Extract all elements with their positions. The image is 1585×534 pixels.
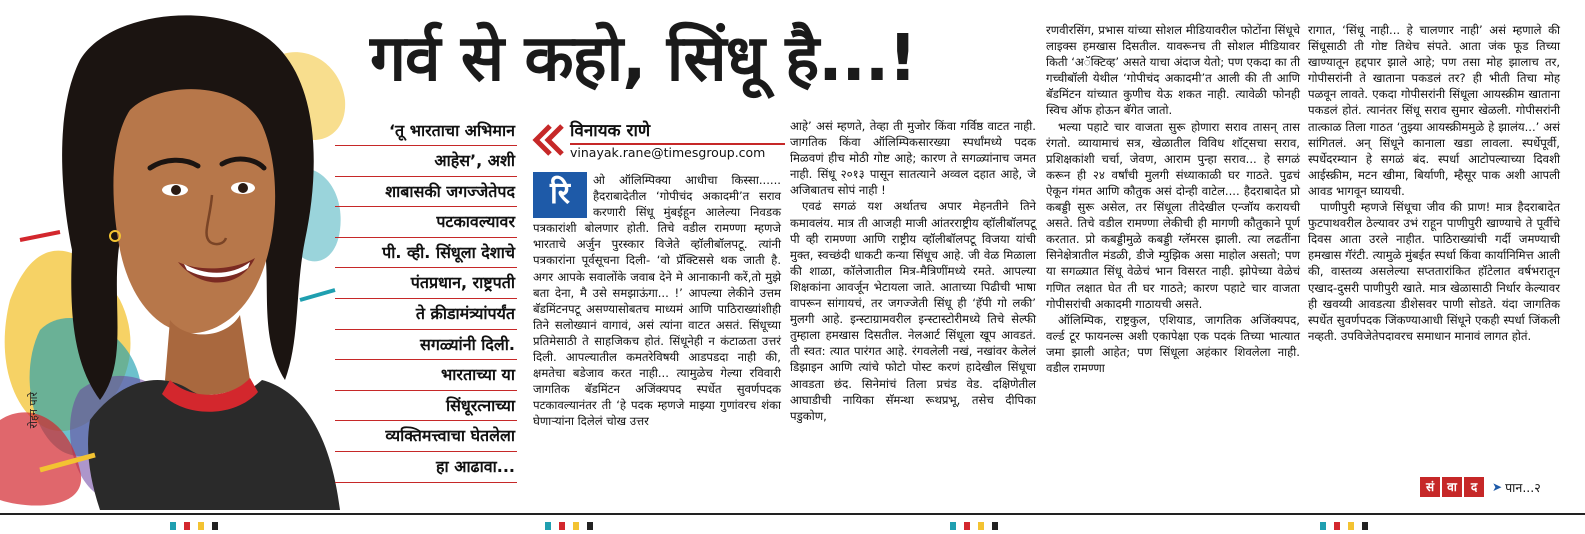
portrait-illustration <box>0 0 348 510</box>
portrait-artwork <box>0 0 348 510</box>
pull-quote-line: पी. व्ही. सिंधूला देशाचे <box>335 238 517 269</box>
byline <box>530 118 780 162</box>
headline: गर्व से कहो, सिंधू है...! <box>370 22 917 96</box>
pull-quote-line: ‘तू भारताचा अभिमान <box>335 116 517 146</box>
article-column-2 <box>790 118 1036 424</box>
samvad-letter: सं <box>1420 477 1440 497</box>
drop-cap: रि <box>533 172 587 218</box>
samvad-letter: वा <box>1442 477 1462 497</box>
article-paragraph: ऑलिम्पिक, राष्ट्रकुल, एशियाड, जागतिक अजिंक्यपद, वर्ल्ड टूर फायनल्स अशी एकापेक्षा एक पदकं तिच्या भात्यात जमा झाली आहेत; पण सिंधूला अहंकार शिवलेला नाही. वडील रामण्णा <box>1046 312 1300 375</box>
continued-on-page[interactable] <box>1420 477 1541 497</box>
pull-quote-line: पटकावल्यावर <box>335 207 517 238</box>
article-column-1 <box>533 172 781 430</box>
article-paragraph: पाणीपुरी म्हणजे सिंधूचा जीव की प्राण! मात्र हैदराबादेत फुटपाथवरील ठेल्यावर उभं राहून पाणीपुरी खाण्याचे ते पूर्वीचे दिवस आता उरले नाहीत. पाठिराख्यांची गर्दी जमण्याची हमखास गॅरंटी. त्यामुळे मुंबईत स्पर्धा किंवा कार्यानिमित्त आली की, वास्तव्य असलेल्या सप्ततारांकित हॉटेलात वर्षभरातून एखाद-दुसरी पाणीपुरी खाते. मात्र खेळासाठी निर्धार केल्यावर ही खवय्यी आवडत्या डीशेसवर पाणी सोडते. यंदा जागतिक स्पर्धेत सुवर्णपदक जिंकण्याआधी सिंधूने एकही स्पर्धा जिंकली नव्हती. उपविजेतेपदावरच समाधान मानावं लागत होतं. <box>1308 200 1561 343</box>
author-email[interactable]: vinayak.rane@timesgroup.com <box>570 145 766 160</box>
artist-signature: रोहन पारे <box>27 392 40 429</box>
article-column-3 <box>1046 22 1300 376</box>
article-paragraph: रागात, ‘सिंधू नाही... हे चालणार नाही’ असं म्हणाले की सिंधूसाठी ती गोष्ट तिथेच संपते. आता जंक फूड तिच्या खाण्यातून हद्दपार झाले आहे; पण तसा मोह झालाच तर, गोपीसरांनी ते खाताना पकडलं तर? ही भीती तिचा मोह पळवून लावते. एकदा गोपीसरांनी सिंधूला आयस्क्रीम खाताना पकडलं होतं. त्यानंतर सिंधू सराव सुमार खेळली. गोपीसरांनी तात्काळ तिला गाठत ‘तुझ्या आयस्क्रीममुळे हे झालंय...’ असं सांगितलं. अन् सिंधूने कानाला खडा लावला. स्पर्धेपूर्वी, स्पर्धेदरम्यान हे सगळं बंद. स्पर्धा आटोपल्याच्या दिवशी आईस्क्रीम, मटन खीमा, बिर्याणी, म्हैसूर पाक अशी आपली आवड भागवून घ्यायची. <box>1308 23 1560 198</box>
double-chevron-left-icon <box>530 122 568 158</box>
pull-quote-line: पंतप्रधान, राष्ट्रपती <box>335 268 517 299</box>
article-paragraph: एवढं सगळं यश अर्थातच अपार मेहनतीने तिने कमावलंय. मात्र ती आजही माजी आंतरराष्ट्रीय व्हॉलीबॉलपटू पी व्ही रामण्णा आणि राष्ट्रीय व्हॉलीबॉलपटू विजया यांची मुक्त, स्वच्छंदी धाकटी कन्या सिंधूच आहे. जी वेळ मिळाला की शाळा, कॉलेजातील मित्र-मैत्रिणींमध्ये रमते. आपल्या शिक्षकांना आवर्जून भेटायला जाते. आताच्या पिढीची भाषा वापरून सांगायचं, तर जगज्जेती सिंधू ही ‘हॅपी गो लकी’ मुलगी आहे. इन्स्टाग्रामवरील इन्स्टास्टोरीमध्ये तिचे सेल्फी तुम्हाला हमखास दिसतील. नेलआर्ट सिंधूला खूप आवडतं. ती स्वत: त्यात पारंगत आहे. रंगवलेली नखं, नखांवर केलेलं डिझाइन आणि त्यांचे फोटो पोस्ट करणं हादेखील सिंधूचा आवडता छंद. सिनेमांचं तिला प्रचंड वेड. दक्षिणेतील आघाडीची नायिका सॅमन्था रूथप्रभू, तसेच दीपिका पडुकोण, <box>790 199 1036 423</box>
pull-quote-line: भारताच्या या <box>335 360 517 391</box>
samvad-letter: द <box>1464 477 1484 497</box>
pull-quote <box>335 116 517 483</box>
author-name: विनायक राणे <box>570 121 651 141</box>
pull-quote-line: शाबासकी जगज्जेतेपद <box>335 177 517 208</box>
article-paragraph: ओ ऑलिम्पिक्या आधीचा किस्सा...... हैदराबादेतील ‘गोपीचंद अकादमी’त सराव करणारी सिंधू मुंबईहून आलेल्या निवडक पत्रकारांशी बोलणार होती. तिचे वडील रामण्णा म्हणजे भारताचे अर्जुन पुरस्कार विजेते व्हॉलीबॉलपटू. त्यांनी पत्रकारांना पूर्वसूचना दिली- ‘वो प्रॅक्टिससे थक जाती है. अगर आपके सवालोंके जवाब देने मे आनाकानी करें,तो मुझे बता देना, मै उसे समझाऊंगा... !’ आपल्या लेकीने उत्तम बॅडमिंटनपटू असण्यासोबतच माध्यमं आणि पाठिराख्यांशीही तिने सलोख्यानं वागावं, असं त्यांना वाटत असतं. सिंधूच्या प्रतिमेसाठी ते साहजिकच होतं. सिंधूनेही न कंटाळता उत्तरं दिली. आपल्यातील कमतरेविषयी आडपडदा नाही की, क्षमतेचा बडेजाव करत नाही... त्यामुळेच गेल्या रविवारी जागतिक बॅडमिंटन अजिंक्यपद स्पर्धेत सुवर्णपदक पटकावल्यानंतर ती ‘हे पदक म्हणजे माझ्या गुणांवरच शंका घेणाऱ्यांना दिलेलं चोख उत्तर <box>533 173 781 429</box>
pull-quote-line: हा आढावा... <box>335 452 517 483</box>
continue-page-text[interactable]: पान...२ <box>1505 479 1541 495</box>
article-paragraph: रणवीरसिंग, प्रभास यांच्या सोशल मीडियावरील फोटोंना सिंधूचे लाइक्स हमखास दिसतील. यावरूनच ती सोशल मीडियावर किती ‘अॅक्टिव्ह’ असते याचा अंदाज येतो; पण एकदा का ती गच्चीबॉली येथील ‘गोपीचंद अकादमी’त आली की ती आणि बॅडमिंटन यांच्यात कुणीच येऊ शकत नाही. त्यावेळी फोनही स्विच ऑफ होऊन बॅगेत जातो. <box>1046 23 1300 118</box>
arrow-right-icon: ➤ <box>1492 480 1503 494</box>
pull-quote-line: सिंधूरत्नाच्या <box>335 391 517 422</box>
article-paragraph: आहे’ असं म्हणते, तेव्हा ती मुजोर किंवा गर्विष्ठ वाटत नाही. जागतिक किंवा ऑलिम्पिकसारख्या स्पर्धांमध्ये पदक मिळवणं हीच मोठी गोष्ट आहे; कारण ते सगळ्यांनाच जमत नाही. सिंधू २०१३ पासून सातत्याने अव्वल दहात आहे, जे अजिबातच सोपं नाही ! <box>790 119 1036 198</box>
registration-marks <box>0 518 1585 534</box>
page-bottom-rule <box>0 513 1585 515</box>
pull-quote-line: सगळ्यांनी दिली. <box>335 330 517 361</box>
article-column-4 <box>1308 22 1560 344</box>
pull-quote-line: ते क्रीडामंत्र्यांपर्यंत <box>335 299 517 330</box>
article-paragraph: भल्या पहाटे चार वाजता सुरू होणारा सराव तासन् तास रंगतो. व्यायामाचं सत्र, खेळातील विविध शॉट्सचा सराव, प्रशिक्षकांशी चर्चा, जेवण, आराम पुन्हा सराव... हे सगळं करून ही २४ वर्षांची मुलगी संध्याकाळी घर गाठते. पुढचं ऐकून गंमत आणि कौतुक असं दोन्ही वाटेल.... हैदराबादेत प्रो कबड्डी सुरू असेल, तर सिंधूला तीदेखील एन्जॉय करायची असते. तिचे वडील रामण्णा लेकीची ही मागणी कौतुकाने पूर्ण करतात. प्रो कबड्डीमुळे कबड्डी ग्लॅमरस झाली. त्या लढतींना सिनेक्षेत्रातील मंडळी, डीजे म्युझिक असा माहोल असतो; पण या सगळ्यात सिंधू वेळेचं भान विसरत नाही. झोपेच्या वेळेचं गणित लक्षात घेत ती घर गाठते; कारण पहाटे चार वाजता गोपीसरांची अकादमी गाठायची असते. <box>1046 119 1300 311</box>
pull-quote-line: आहेस’, अशी <box>335 146 517 177</box>
pull-quote-line: व्यक्तिमत्त्वाचा घेतलेला <box>335 421 517 452</box>
